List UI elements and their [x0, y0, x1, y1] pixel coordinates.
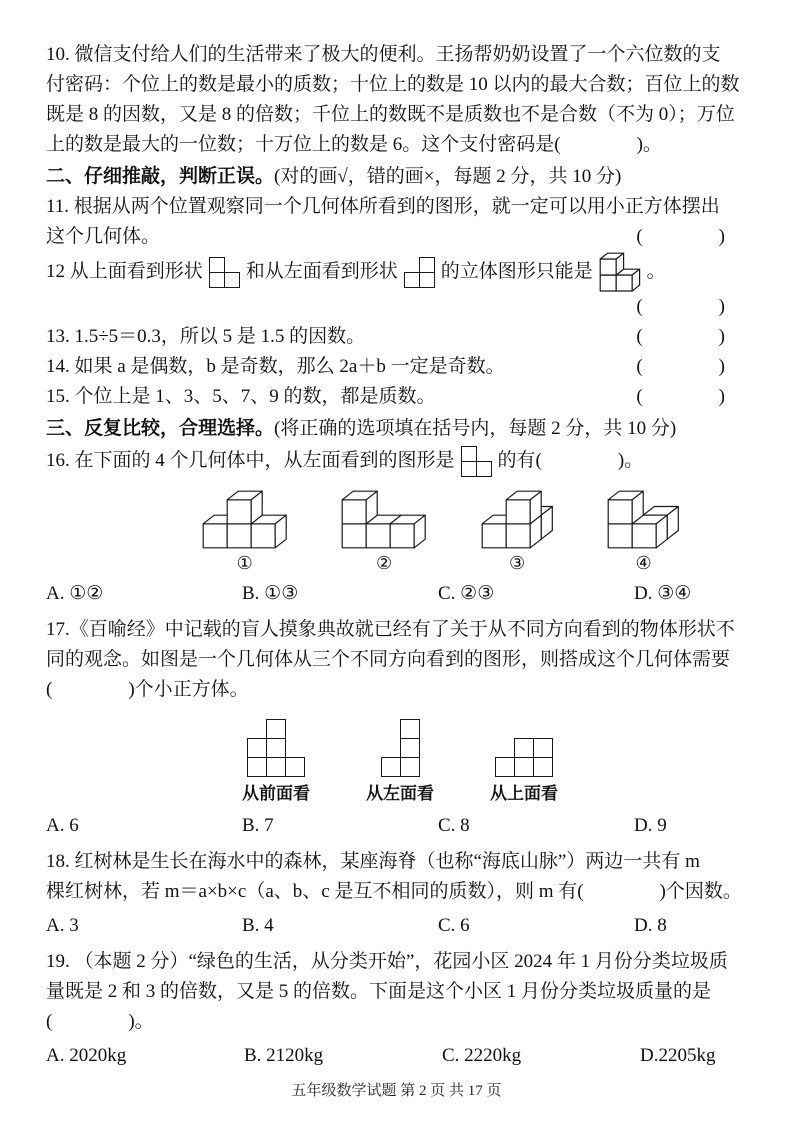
figure-label-3: ③: [508, 553, 526, 574]
left-view-label: 从左面看: [366, 784, 434, 804]
q19-choice-b: B. 2120kg: [244, 1045, 324, 1067]
figure-label-4: ④: [635, 553, 652, 574]
q16-figure-2: [335, 490, 432, 575]
question-19-line-1: 19. （本题 2 分）“绿色的生活，从分类开始”，花园小区 2024 年 1 月份分类垃圾质: [46, 951, 728, 973]
question-10-line-4: 上的数是最大的一位数；十万位上的数是 6。这个支付密码是( )。: [46, 134, 662, 155]
section-2-note: (对的画√，错的画×，每题 2 分，共 10 分): [274, 166, 622, 187]
question-17: [46, 615, 747, 841]
q19-choices: [46, 1041, 747, 1071]
q17-views: [241, 719, 747, 807]
question-12-text-1: 12 从上面看到形状: [46, 261, 203, 283]
question-12-text-4: 。: [646, 261, 666, 283]
figure-label-1: ①: [236, 553, 253, 574]
answer-blank-15: ( ): [636, 386, 725, 408]
q16-choice-c: C. ②③: [438, 583, 495, 605]
question-18-line-1: 18. 红树林是生长在海水中的森林，某座海脊（也称“海底山脉”）两边一共有 m: [46, 851, 700, 873]
q12-left-view-shape: [404, 257, 435, 288]
q12-cube-figure: [599, 252, 641, 292]
q18-choice-a: A. 3: [46, 915, 79, 937]
q16-choice-d: D. ③④: [634, 583, 692, 605]
q19-choice-d: D.2205kg: [640, 1045, 716, 1067]
question-11: [46, 192, 747, 252]
question-14-text: 14. 如果 a 是偶数，b 是奇数，那么 2a＋b 一定是奇数。: [46, 356, 505, 378]
question-11-text: 这个几何体。: [46, 226, 161, 247]
left-view-grid: [381, 719, 420, 777]
question-10-line-3: 既是 8 的因数，又是 8 的倍数；千位上的数既不是质数也不是合数（不为 0）；万位: [46, 104, 735, 125]
question-16-text-1: 16. 在下面的 4 个几何体中，从左面看到的图形是: [46, 450, 455, 472]
q19-choice-a: A. 2020kg: [46, 1045, 127, 1067]
q17-front-view: [241, 719, 311, 807]
question-16-text-2: 的有( )。: [497, 450, 644, 472]
question-18-line-2: 棵红树林，若 m＝a×b×c（a、b、c 是互不相同的质数），则 m 有( )个因数。: [46, 881, 742, 903]
question-12: [46, 252, 747, 322]
front-view-grid: [247, 719, 305, 777]
question-12-line-2: [46, 292, 747, 322]
q18-choices: [46, 911, 747, 941]
question-16-line: [46, 444, 747, 478]
q16-left-view-shape: [461, 446, 492, 477]
q17-choice-c: C. 8: [438, 815, 470, 837]
section-3-heading: [46, 414, 747, 444]
top-view-grid: [495, 738, 553, 777]
cube-assembly-4: [607, 490, 680, 549]
q18-choice-b: B. 4: [242, 915, 274, 937]
q16-figure-3: [475, 490, 560, 575]
q17-top-view: [489, 738, 559, 807]
q12-top-view-shape: [209, 257, 240, 288]
section-3-title: 三、反复比较，合理选择。: [46, 418, 275, 440]
question-19-line-3: ( )。: [46, 1011, 154, 1033]
question-12-text-3: 的立体图形只能是: [440, 261, 593, 283]
question-12-line-1: [46, 252, 747, 292]
question-10-line-2: 付密码：个位上的数是最小的质数；十位上的数是 10 以内的最大合数；百位上的数: [46, 74, 740, 95]
q17-choice-a: A. 6: [46, 815, 79, 837]
question-19-line-2: 量既是 2 和 3 的倍数，又是 5 的倍数。下面是这个小区 1 月份分类垃圾质量的是: [46, 981, 712, 1003]
q18-choice-d: D. 8: [634, 915, 667, 937]
q17-choice-d: D. 9: [634, 815, 667, 837]
figure-label-2: ②: [376, 553, 393, 574]
question-17-line-1: 17.《百喻经》中记载的盲人摸象典故就已经有了关于从不同方向看到的物体形状不: [46, 619, 735, 641]
question-18: [46, 847, 747, 941]
section-2-title: 二、仔细推敲，判断正误。: [46, 166, 275, 187]
answer-blank-14: ( ): [636, 356, 725, 378]
section-2-heading: [46, 162, 747, 192]
cube-assembly-3: [481, 490, 554, 549]
question-11-line-1: 11. 根据从两个位置观察同一个几何体所看到的图形，就一定可以用小正方体摆出: [46, 196, 720, 217]
page-footer: 五年级数学试题 第 2 页 共 17 页: [291, 1083, 502, 1099]
question-10-line-1: 10. 微信支付给人们的生活带来了极大的便利。王扬帮奶奶设置了一个六位数的支: [46, 44, 721, 65]
q17-choices: [46, 811, 747, 841]
front-view-label: 从前面看: [242, 784, 310, 804]
top-view-label: 从上面看: [490, 784, 558, 804]
q16-figures: [196, 490, 747, 575]
answer-blank-13: ( ): [636, 326, 725, 348]
q16-choices: [46, 579, 747, 609]
q17-left-view: [366, 719, 434, 807]
question-12-text-2: 和从左面看到形状: [245, 261, 398, 283]
q16-choice-b: B. ①③: [242, 583, 299, 605]
answer-blank-12: ( ): [636, 296, 725, 318]
question-16: [46, 444, 747, 609]
cube-assembly-1: [202, 490, 287, 549]
q17-choice-b: B. 7: [242, 815, 274, 837]
question-11-line-2: [46, 222, 747, 252]
question-10: [46, 40, 747, 160]
q18-choice-c: C. 6: [438, 915, 470, 937]
question-13: [46, 322, 747, 352]
section-3-note: (将正确的选项填在括号内，每题 2 分，共 10 分): [274, 418, 677, 440]
q16-choice-a: A. ①②: [46, 583, 104, 605]
cube-assembly-2: [341, 490, 426, 549]
question-17-line-3: ( )个小正方体。: [46, 679, 249, 701]
q19-choice-c: C. 2220kg: [442, 1045, 522, 1067]
question-15: [46, 382, 747, 412]
question-13-text: 13. 1.5÷5＝0.3，所以 5 是 1.5 的因数。: [46, 326, 366, 348]
question-17-line-2: 同的观念。如图是一个几何体从三个不同方向看到的图形，则搭成这个几何体需要: [46, 649, 731, 671]
q16-figure-4: [601, 490, 686, 575]
q16-figure-1: [196, 490, 293, 575]
question-19: [46, 947, 747, 1071]
answer-blank-11: ( ): [636, 226, 725, 247]
question-14: [46, 352, 747, 382]
question-15-text: 15. 个位上是 1、3、5、7、9 的数，都是质数。: [46, 386, 436, 408]
